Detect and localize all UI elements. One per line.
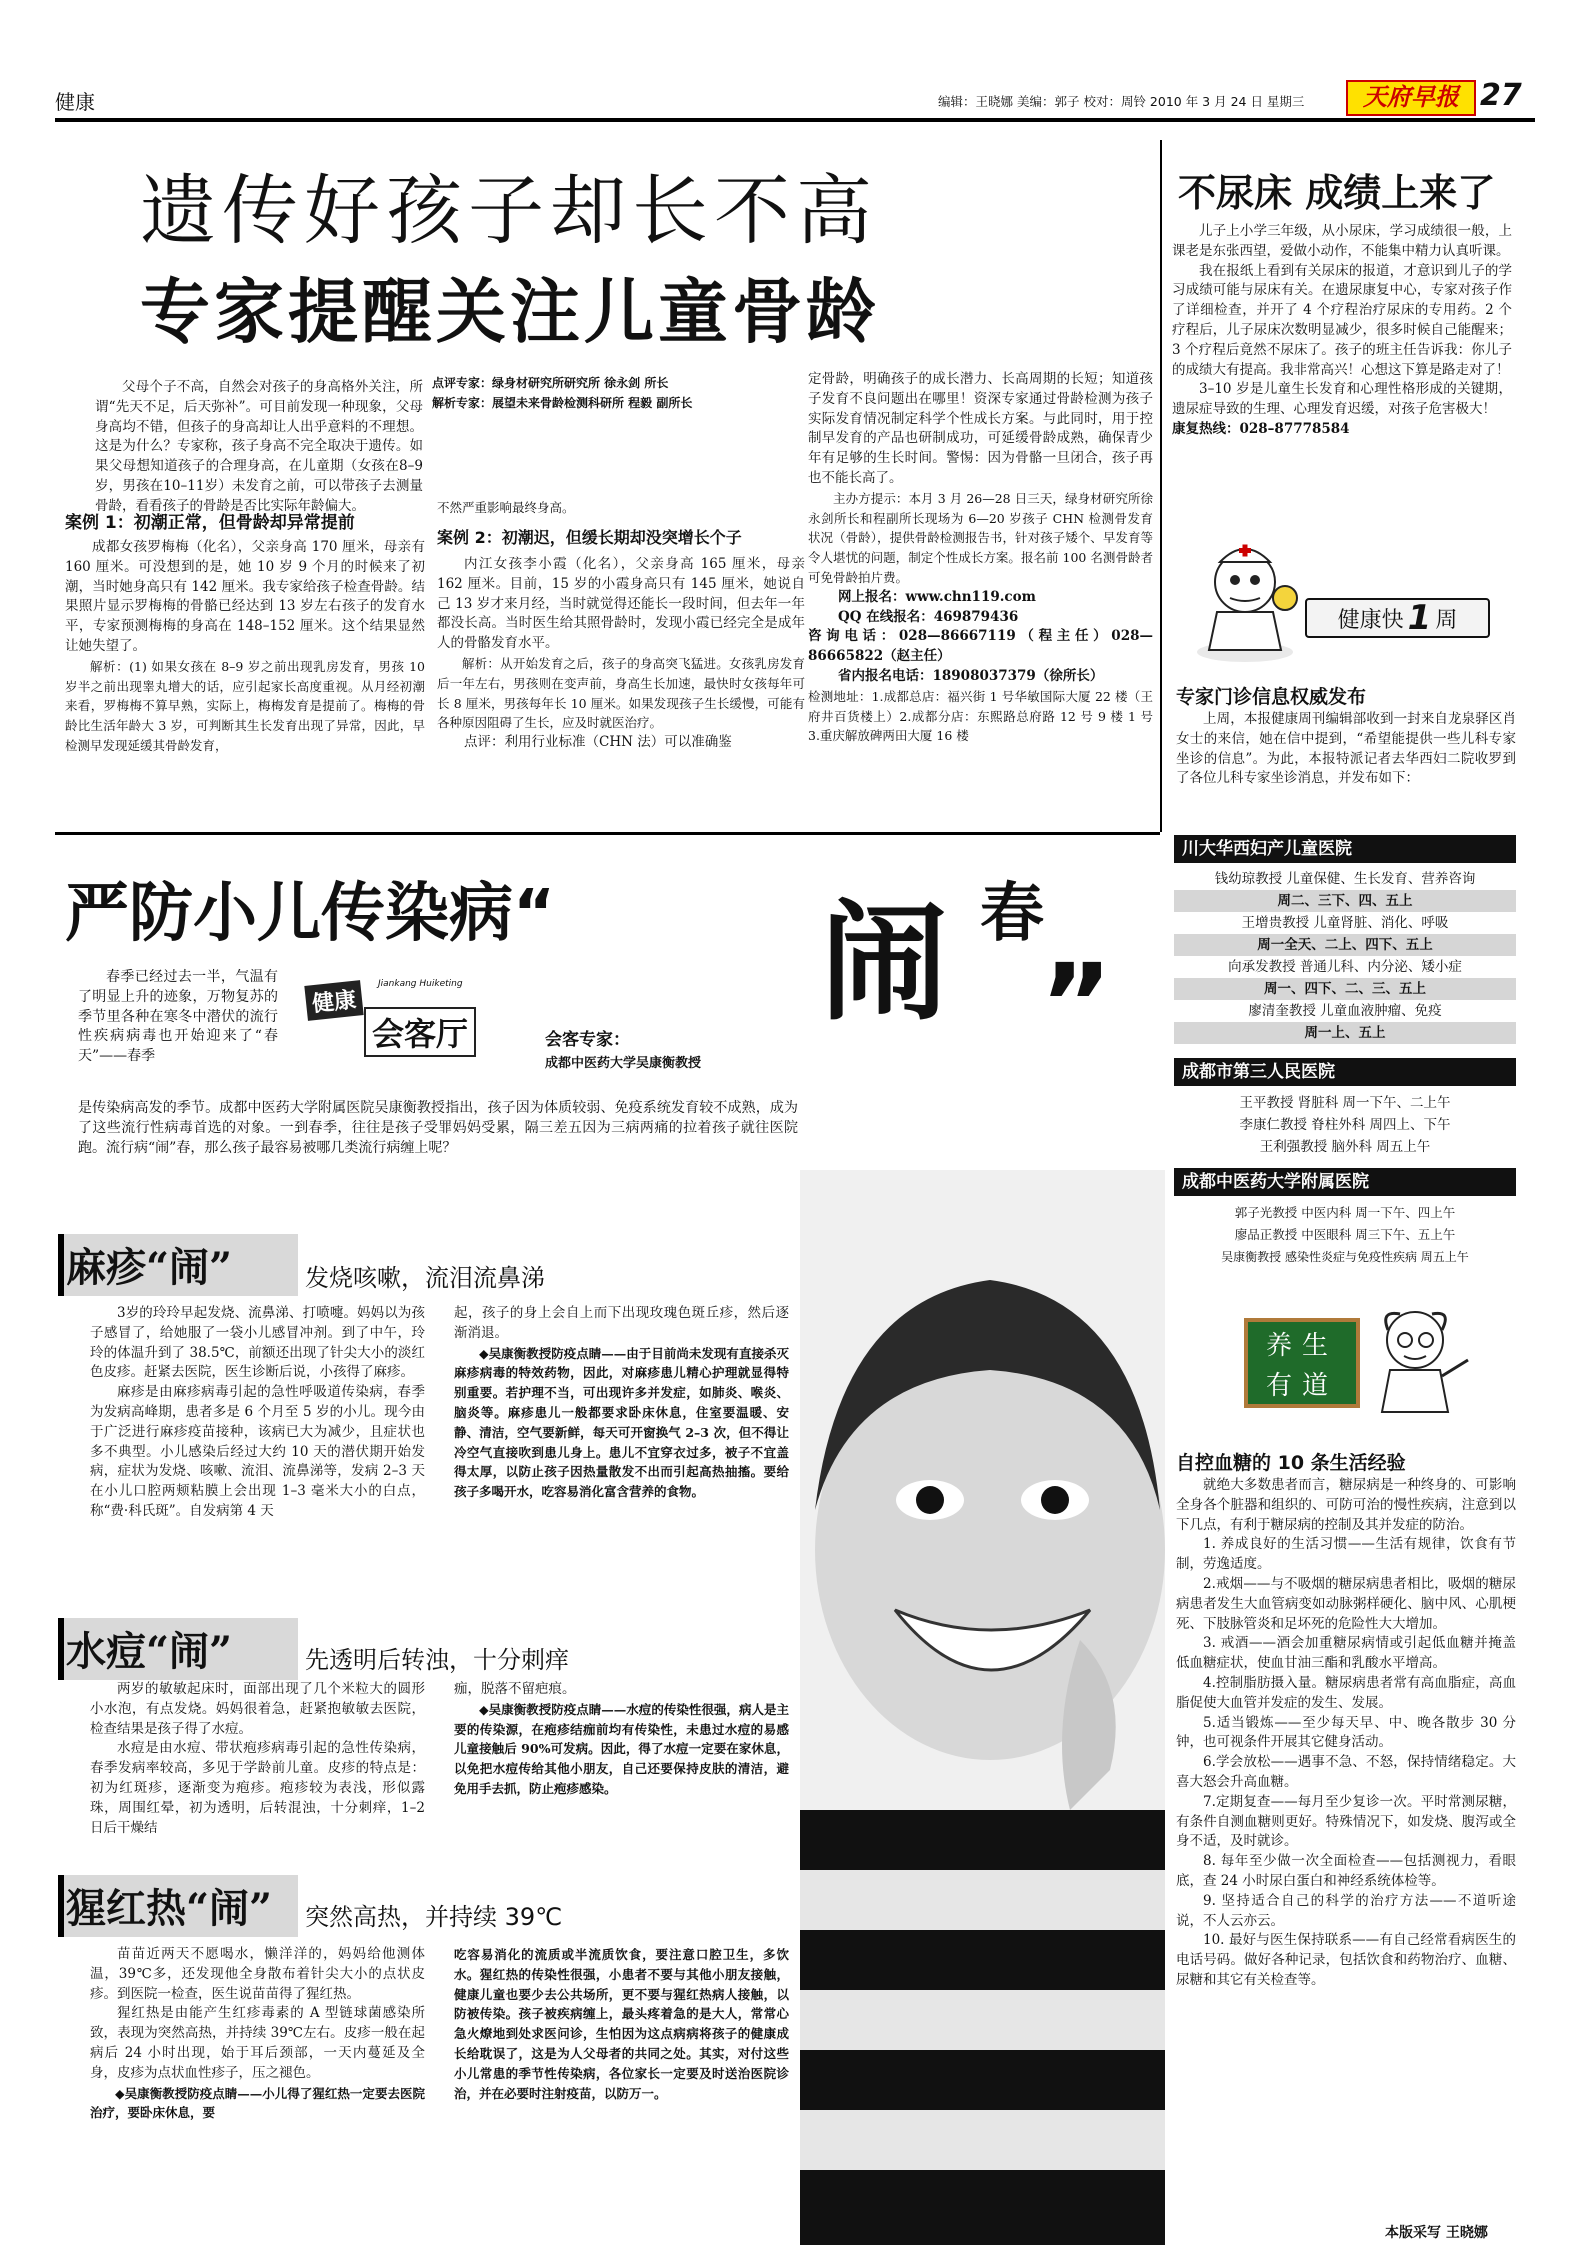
- sugar-item: 7.定期复查——每月至少复诊一次。平时常测尿糖，有条件自测血糖则更好。特殊情况下，如发烧、腹泻或全身不适，及时就诊。: [1176, 1793, 1516, 1850]
- contact-province: 省内报名电话：18908037379（徐所长）: [838, 667, 1104, 684]
- badge-small: Jiankang Huiketing: [378, 979, 463, 989]
- hospital-2-row: 王平教授 肾脏科 周一下午、二上午: [1239, 1095, 1451, 1111]
- section3-col2: [454, 1945, 789, 2245]
- clinic-intro-text: 上周，本报健康周刊编辑部收到一封来自龙泉驿区肖女士的来信，她在信中提到，“希望能提供一些儿科专家坐诊的信息”。为此，本报特派记者去华西妇二院收罗到了各位儿科专家坐诊消息，并发布如下：: [1176, 711, 1516, 787]
- section3-story: 苗苗近两天不愿喝水，懒洋洋的，妈妈给他测体温，39℃多，还发现他全身散布着针尖大小的点状皮疹。到医院一检查，医生说苗苗得了猩红热。: [90, 1946, 425, 2002]
- case1-end: 不然严重影响最终身高。: [437, 500, 575, 515]
- lower-title-quote: ”: [1040, 940, 1113, 1068]
- section2-title: 水痘“闹”: [66, 1628, 233, 1675]
- sugar-title: 自控血糖的 10 条生活经验: [1176, 1452, 1406, 1474]
- badge-top: 健康: [304, 980, 363, 1021]
- section2-story: 两岁的敏敏起床时，面部出现了几个米粒大的圆形小水泡，有点发烧。妈妈很着急，赶紧抱敏敏去医院，检查结果是孩子得了水痘。: [90, 1681, 425, 1737]
- case2-body: [437, 555, 805, 825]
- section3-subtitle: 突然高热，并持续 39℃: [305, 1903, 563, 1931]
- child-photo: [800, 1170, 1165, 2245]
- sugar-item: 2.戒烟——与不吸烟的糖尿病患者相比，吸烟的糖尿病患者发生大血管病变如动脉粥样硬化、脑中风、心肌梗死、下肢脉管炎和足坏死的危险性大大增加。: [1176, 1575, 1516, 1632]
- col3-para: 定骨龄，明确孩子的成长潜力、长高周期的长短；知道孩子发育不良问题出在哪里！资深专家通过骨龄检测为孩子实际发育情况制定科学个性成长方案。与此同时，用于控制早发育的产品也研制成功，可延缓骨龄成熟，确保青少年有足够的生长时间。警惕：因为骨骼一旦闭合，孩子再也不能长高了。: [808, 371, 1153, 486]
- reviewer-1: 点评专家：绿身材研究所研究所 徐永剑 所长: [432, 376, 669, 390]
- weekly-label: 健康快: [1337, 607, 1404, 633]
- case1-analysis: 解析：(1) 如果女孩在 8–9 岁之前出现乳房发育，男孩 10 岁半之前出现睾丸增大的话，应引起家长高度重视。从月经初潮来看，罗梅梅不算早熟，实际上，梅梅发育是提前了。梅梅的骨龄比生活年龄大 3 岁，可判断其生长发育出现了异常，因此，早检测早发现延缓其骨龄发育，: [65, 658, 425, 753]
- hospital-1-row: 廖清奎教授 儿童血液肿瘤、免疫: [1248, 1003, 1442, 1019]
- case1-body: [65, 538, 425, 820]
- reviewer-2: 解析专家：展望未来骨龄检测科研所 程毅 副所长: [432, 395, 693, 410]
- page-number: 27: [1480, 78, 1522, 113]
- sugar-item: 1. 养成良好的生活习惯——生活有规律，饮食有节制，劳逸适度。: [1176, 1536, 1516, 1573]
- case2-comment: 点评：利用行业标准（CHN 法）可以准确鉴: [464, 734, 732, 751]
- section1-cont: 起，孩子的身上会自上而下出现玫瑰色斑丘疹，然后逐渐消退。: [454, 1305, 789, 1341]
- section2-facts: 水痘是由水痘、带状疱疹病毒引起的急性传染病，春季发病率较高，多见于学龄前儿童。皮疹的特点是：初为红斑疹，逐渐变为疱疹。疱疹较为表浅，形似露珠，周围红晕，初为透明，后转混浊，十分刺痒，1–2 日后干燥结: [90, 1740, 425, 1836]
- section2-col1: [90, 1680, 425, 1880]
- lower-title-part1: 严防小儿传染病“: [65, 877, 556, 951]
- professor-cartoon-icon: [1360, 1300, 1480, 1420]
- sugar-item: 9. 坚持适合自己的科学的治疗方法——不道听途说，不人云亦云。: [1176, 1892, 1516, 1929]
- main-subtitle: 专家提醒关注儿童骨龄: [140, 271, 880, 353]
- col3-body: [808, 370, 1153, 825]
- weekly-end: 周: [1435, 607, 1458, 633]
- hospital-3-header: 成都中医药大学附属医院: [1174, 1168, 1516, 1196]
- reviewer-box: [432, 374, 798, 414]
- section1-title: 麻疹“闹”: [66, 1244, 233, 1291]
- hospital-1-row: 周一、四下、二、三、五上: [1174, 978, 1516, 1000]
- section3-tip: ◆吴康衡教授防疫点睛——小儿得了猩红热一定要去医院治疗，要卧床休息，要: [90, 2085, 425, 2121]
- doctor-cartoon-icon: [1185, 540, 1315, 670]
- case1-heading: 案例 1：初潮正常，但骨龄却异常提前: [65, 513, 355, 533]
- hospital-3-row: 廖品正教授 中医眼科 周三下午、五上午: [1234, 1227, 1456, 1242]
- case2-para: 内江女孩李小霞（化名），父亲身高 165 厘米，母亲 162 厘米。目前，15 岁的小霞身高只有 145 厘米，她说自己 13 岁才来月经，当时就觉得还能长一段时间，但去年一年都没长高。当时医生给其照骨龄时，发现小霞已经完全是成年人的骨骼发育水平。: [437, 556, 805, 652]
- section1-facts: 麻疹是由麻疹病毒引起的急性呼吸道传染病，春季为发病高峰期，患者多是 6 个月至 5 岁的小儿。现今由于广泛进行麻疹疫苗接种，该病已大为减少，且症状也多不典型。小儿感染后经过大约 10 天的潜伏期开始发病，症状为发烧、咳嗽、流泪、流鼻涕等，发病 2–3 天在小儿口腔两颊粘膜上会出现 1–3 毫米大小的白点，称“费·科氏斑”。自发病第 4 天: [90, 1384, 425, 1519]
- section1-story: 3岁的玲玲早起发烧、流鼻涕、打喷嚏。妈妈以为孩子感冒了，给她服了一袋小儿感冒冲剂。到了中午，玲玲的体温升到了 38.5℃，前额还出现了针尖大小的淡红色皮疹。赶紧去医院，医生诊断后说，小孩得了麻疹。: [90, 1305, 425, 1381]
- hospital-1-row: 王增贵教授 儿童肾脏、消化、呼吸: [1241, 915, 1449, 931]
- section3-cont: 吃容易消化的流质或半流质饮食，要注意口腔卫生，多饮水。猩红热的传染性很强，小患者不要与其他小朋友接触，健康儿童也要少去公共场所，更不要与猩红热病人接触，以防被传染。孩子被疾病缠上，最头疼着急的是大人，常常心急火燎地到处求医问诊，生怕因为这点病病将孩子的健康成长给耽误了，这是为人父母者的共同之处。其实，对付这些小儿常患的季节性传染病，各位家长一定要及时送治医院诊治，并在必要时注射疫苗，以防万一。: [454, 1947, 789, 2101]
- hospital-1-header: 川大华西妇产儿童医院: [1174, 835, 1516, 863]
- header-meta: 编辑：王晓娜 美编：郭子 校对：周铃 2010 年 3 月 24 日 星期三: [938, 94, 1305, 109]
- hospital-3-row: 吴康衡教授 感染性炎症与免疫性疾病 周五上午: [1221, 1250, 1469, 1264]
- case2-heading: 案例 2：初潮迟，但缓长期却没突增长个子: [437, 528, 742, 547]
- lower-title-chun: 春: [980, 877, 1044, 951]
- sidebar-story: [1172, 222, 1512, 532]
- hospital-1-row: 钱幼琼教授 儿童保健、生长发育、营养咨询: [1214, 871, 1476, 887]
- hospital-3-table: [1174, 1202, 1516, 1268]
- section-label: 健康: [55, 90, 95, 114]
- section3-title: 猩红热“闹”: [66, 1885, 273, 1932]
- badge-main: 会客厅: [364, 1007, 476, 1057]
- sugar-item: 10. 最好与医生保持联系——有自己经常看病医生的电话号码。做好各种记录，包括饮食和药物治疗、血糖、尿糖和其它有关检查等。: [1176, 1932, 1516, 1988]
- hospital-3-row: 郭子光教授 中医内科 周一下午、四上午: [1234, 1205, 1456, 1220]
- hospital-2-row: 王利强教授 脑外科 周五上午: [1259, 1139, 1431, 1155]
- clinic-intro: [1176, 710, 1516, 835]
- section3-facts: 猩红热是由能产生红疹毒素的 A 型链球菌感染所致，表现为突然高热，并持续 39℃左右。皮疹一般在起病后 24 小时出现，始于耳后颈部，一天内蔓延及全身，皮疹为点状血性疹子，压之褪色。: [90, 2005, 425, 2081]
- sidebar-title: 不尿床 成绩上来了: [1178, 171, 1496, 215]
- case2-lead: [437, 498, 802, 518]
- case2-analysis: 解析：从开始发育之后，孩子的身高突飞猛进。女孩乳房发育后一年左右，男孩则在变声前，身高生长加速，最快时女孩每年可长 8 厘米，男孩每年长 10 厘米。如果发现孩子生长缓慢，可能有各种原因阻碍了生长，应及时就医治疗。: [437, 655, 805, 731]
- organizer-note: 主办方提示：本月 3 月 26—28 日三天，绿身材研究所徐永剑所长和程副所长现场为 6—20 岁孩子 CHN 检测骨发育状况（骨龄），提供骨龄检测报告书，针对孩子矮个、早发育等令人堪忧的问题，制定个性成长方案。报名前 100 名测骨龄者可免骨龄拍片费。: [808, 490, 1153, 585]
- main-title: 遗传好孩子却长不高: [140, 166, 878, 255]
- sidebar-para-1: 儿子上小学三年级，从小尿床，学习成绩很一般，上课老是东张西望，爱做小动作，不能集中精力认真听课。: [1172, 223, 1512, 259]
- sugar-intro: 就绝大多数患者而言，糖尿病是一种终身的、可影响全身各个脏器和组织的、可防可治的慢性疾病，注意到以下几点，有利于糖尿病的控制及其并发症的防治。: [1176, 1477, 1516, 1533]
- sugar-item: 6.学会放松——遇事不急、不怒，保持情绪稳定。大喜大怒会升高血糖。: [1176, 1754, 1516, 1790]
- lower-title: [65, 862, 555, 954]
- sidebar-hotline: 康复热线：028–87778584: [1172, 420, 1350, 437]
- contact-qq: QQ 在线报名：469879436: [838, 608, 1019, 625]
- hospital-2-row: 李康仁教授 脊柱外科 周四上、下午: [1239, 1117, 1451, 1133]
- contact-tel: 咨询电话：028—86667119（程主任）028—86665822（赵主任）: [808, 628, 1153, 665]
- intro-text: 父母个子不高，自然会对孩子的身高格外关注，所谓“先天不足，后天弥补”。可目前发现一种现象，父母身高均不错，但孩子的身高却让人出乎意料的不理想。这是为什么？专家称，孩子身高不完全取决于遗传。如果父母想知道孩子的合理身高，在儿童期（女孩在8–9岁，男孩在10–11岁）未发育之前，可以带孩子去测量骨龄，看看孩子的骨龄是否比实际年龄偏大。: [95, 379, 423, 514]
- lower-intro-b-text: 是传染病高发的季节。成都中医药大学附属医院吴康衡教授指出，孩子因为体质较弱、免疫系统发育较不成熟，成为了这些流行性病毒首选的对象。一到春季，往往是孩子受罪妈妈受累，隔三差五因为三病两痛的拉着孩子就往医院跑。流行病“闹”春，那么孩子最容易被哪几类流行病缠上呢？: [78, 1100, 798, 1156]
- hospital-1-row: 周一全天、二上、四下、五上: [1174, 934, 1516, 956]
- contact-web[interactable]: 网上报名：www.chn119.com: [838, 588, 1036, 605]
- sugar-item: 8. 每年至少做一次全面检查——包括测视力，看眼底，查 24 小时尿白蛋白和神经系统体检等。: [1176, 1853, 1516, 1889]
- lower-title-nao: 闹: [820, 889, 949, 1038]
- sugar-item: 4.控制脂肪摄入量。糖尿病患者常有高血脂症，高血脂促使大血管并发症的发生、发展。: [1176, 1674, 1516, 1711]
- sidebar-para-3: 3–10 岁是儿童生长发育和心理性格形成的关键期，遗尿症导致的生理、心理发育迟缓，对孩子危害极大！: [1172, 381, 1512, 418]
- newspaper-logo: 天府早报: [1346, 80, 1476, 116]
- section2-col2: [454, 1680, 789, 1880]
- hospital-1-row: 周一上、五上: [1174, 1022, 1516, 1044]
- weekly-number: 1: [1407, 598, 1432, 638]
- lower-intro-a-text: 春季已经过去一半，气温有了明显上升的迹象，万物复苏的季节里各种在寒冬中潜伏的流行性疾病病毒也开始迎来了“春天”——春季: [78, 969, 278, 1065]
- guest-badge: [298, 975, 543, 1065]
- section1-subtitle: 发烧咳嗽，流泪流鼻涕: [305, 1264, 545, 1292]
- hospital-1-row: 向承发教授 普通儿科、内分泌、矮小症: [1228, 959, 1462, 975]
- health-sticker: 养生有道: [1244, 1318, 1360, 1408]
- sugar-item: 5.适当锻炼——至少每天早、中、晚各散步 30 分钟，也可视条件开展其它健身活动。: [1176, 1714, 1516, 1751]
- section1-tip: ◆吴康衡教授防疫点睛——由于目前尚未发现有直接杀灭麻疹病毒的特效药物，因此，对麻疹患儿精心护理就显得特别重要。若护理不当，可出现许多并发症，如肺炎、喉炎、脑炎等。麻疹患儿一般都要求卧床休息，住室要温暖、安静、清洁，空气要新鲜，每天可开窗换气 2–3 次，但不得让冷空气直接吹到患儿身上。患儿不宜穿衣过多，被子不宜盖得太厚，以防止孩子因热量散发不出而引起高热抽搐。要给孩子多喝开水，吃容易消化富含营养的食物。: [454, 1345, 789, 1500]
- section3-col1: [90, 1945, 425, 2245]
- sugar-item: 3. 戒酒——酒会加重糖尿病情或引起低血糖并掩盖低血糖症状，使血甘油三酯和乳酸水平增高。: [1176, 1635, 1516, 1672]
- hospital-2-table: [1174, 1092, 1516, 1158]
- guest-label: 会客专家：: [545, 1030, 630, 1050]
- main-intro: [95, 378, 423, 514]
- byline: 本版采写 王晓娜: [1385, 2225, 1488, 2241]
- lower-intro-a: [78, 968, 278, 1098]
- guest-name: 成都中医药大学吴康衡教授: [545, 1056, 702, 1071]
- hospital-2-header: 成都市第三人民医院: [1174, 1058, 1516, 1086]
- section2-subtitle: 先透明后转浊，十分刺痒: [305, 1646, 569, 1674]
- hospital-1-table: [1174, 868, 1516, 1044]
- weekly-badge: [1305, 598, 1490, 638]
- section2-cont: 痂，脱落不留疤痕。: [454, 1681, 576, 1697]
- hospital-1-row: 周二、三下、四、五上: [1174, 890, 1516, 912]
- sidebar-para-2: 我在报纸上看到有关尿床的报道，才意识到儿子的学习成绩可能与尿床有关。在遗尿康复中心，专家对孩子作了详细检查，并开了 4 个疗程治疗尿床的专用药。2 个疗程后，儿子尿床次数明显减少，很多时候自己能醒来；3 个疗程后竟然不尿床了。孩子的班主任告诉我：你儿子的成绩大有提高。我非常高兴！心想这下算是路走对了！: [1172, 262, 1512, 378]
- case1-para: 成都女孩罗梅梅（化名），父亲身高 170 厘米，母亲有 160 厘米。可没想到的是，她 10 岁 9 个月的时候来了初潮，当时她身高只有 142 厘米。我专家给孩子检查骨龄。结果照片显示罗梅梅的骨骼已经达到 13 岁左右孩子的发育水平，专家预测梅梅的身高在 148–152 厘米。这个结果显然让她失望了。: [65, 539, 425, 654]
- sugar-list: [1176, 1476, 1516, 2216]
- lower-intro-b: [78, 1099, 798, 1183]
- section2-tip: ◆吴康衡教授防疫点睛——水痘的传染性很强，病人是主要的传染源，在疱疹结痂前均有传染性，未患过水痘的易感儿童接触后 90%可发病。因此，得了水痘一定要在家休息，以免把水痘传给其他小朋友，自己还要保持皮肤的清洁，避免用手去抓，防止疱疹感染。: [454, 1701, 789, 1796]
- clinic-title: 专家门诊信息权威发布: [1176, 686, 1367, 708]
- contact-address: 检测地址：1.成都总店：福兴街 1 号华敏国际大厦 22 楼（王府井百货楼上）2.成都分店：东熙路总府路 12 号 9 楼 1 号 3.重庆解放碑两田大厦 16 楼: [808, 688, 1153, 744]
